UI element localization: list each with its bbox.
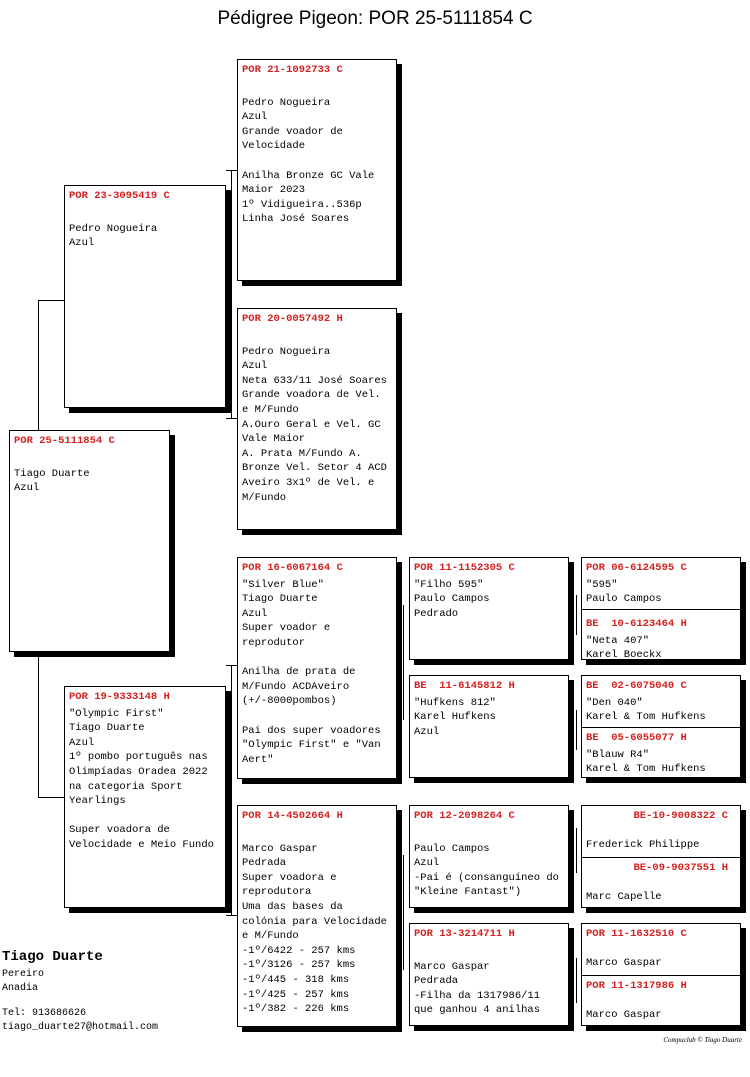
pigeon-pair-card [581, 557, 741, 660]
pigeon-card-subject [9, 430, 170, 652]
ring-number: POR 19-9333148 H [69, 691, 170, 703]
connector [403, 605, 404, 720]
pigeon-details: "Silver Blue" Tiago Duarte Azul Super voador e reprodutor Anilha de prata de M/Fundo ACDAveiro (+/-8000pombos) Pai dos super voadores "Olympic First" e "Van Aert" [242, 578, 381, 766]
ring-number: POR 12-2098264 C [414, 810, 515, 822]
pigeon-details: Pedro Nogueira Azul Neta 633/11 José Soares Grande voadora de Vel. e M/Fundo A.Ouro Geral e Vel. GC Vale Maior A. Prata M/Fundo A. Bronze Vel. Setor 4 ACD Aveiro 3x1º de Vel. e M/Fundo [242, 345, 387, 504]
owner-address-line: Anadia [2, 983, 39, 994]
ring-number: POR 13-3214711 H [414, 928, 515, 940]
pigeon-details: "595" Paulo Campos [586, 578, 662, 606]
pigeon-details: Pedro Nogueira Azul Grande voador de Velocidade Anilha Bronze GC Vale Maior 2023 1º Vidigueira..536p Linha José Soares [242, 96, 375, 226]
pigeon-details: Frederick Philippe [586, 838, 700, 851]
owner-email: tiago_duarte27@hotmail.com [2, 1022, 159, 1033]
pigeon-card-dam-dam [237, 805, 397, 1027]
ring-number: POR 06-6124595 C [586, 562, 687, 574]
pigeon-card-sire [64, 185, 226, 408]
divider [582, 857, 740, 858]
divider [582, 609, 740, 610]
pigeon-card-sire-dam [237, 308, 397, 530]
pigeon-details: "Olympic First" Tiago Duarte Azul 1º pombo português nas Olimpíadas Oradea 2022 na categoria Sport Yearlings Super voadora de Velocidade e Meio Fundo [69, 707, 214, 851]
pigeon-details: Marc Capelle [586, 890, 662, 903]
divider [582, 975, 740, 976]
page-title: Pédigree Pigeon: POR 25-5111854 C [217, 8, 533, 29]
connector [576, 710, 577, 750]
owner-address-line: Pereiro [2, 968, 45, 980]
pigeon-card-sire-sire [237, 59, 397, 281]
pigeon-details: Paulo Campos Azul -Pai é (consanguíneo do "Kleine Fantast") [414, 842, 559, 899]
pigeon-details: "Neta 407" Karel Boeckx [586, 634, 662, 660]
ring-number: BE 02-6075040 C [586, 680, 687, 692]
pigeon-details: Pedro Nogueira Azul [69, 222, 158, 250]
connector [231, 665, 232, 915]
owner-name: Tiago Duarte [2, 949, 103, 965]
credit-text: Compuclub © Tiago Duarte [663, 1036, 742, 1044]
pigeon-details: Marco Gaspar Pedrada Super voadora e reprodutora Uma das bases da colónia para Velocidade e M/Fundo -1º/6422 - 257 kms -1º/3126 - 257 kms -1º/445 - 318 kms -1º/425 - 257 kms -1º/382 - 226 kms [242, 842, 387, 1016]
ring-number: POR 11-1632510 C [586, 928, 687, 940]
pigeon-details: Marco Gaspar [586, 1008, 662, 1021]
connector [231, 170, 232, 418]
ring-number: POR 25-5111854 C [14, 435, 115, 447]
ring-number: BE 10-6123464 H [586, 618, 687, 630]
pigeon-pair-card [581, 923, 741, 1026]
pigeon-details: "Den 040" Karel & Tom Hufkens [586, 696, 706, 724]
pigeon-details: Tiago Duarte Azul [14, 467, 90, 495]
connector [38, 657, 39, 797]
pigeon-details: "Blauw R4" Karel & Tom Hufkens [586, 748, 706, 776]
ring-number: BE 05-6055077 H [586, 732, 687, 744]
owner-phone: Tel: 913686626 [2, 1007, 87, 1019]
connector [403, 855, 404, 970]
pigeon-details: "Filho 595" Paulo Campos Pedrado [414, 578, 490, 620]
connector [576, 958, 577, 1003]
pigeon-card-dam-dam-sire [409, 805, 569, 908]
ring-number: BE-09-9037551 H [633, 862, 728, 874]
connector [38, 797, 64, 798]
ring-number: POR 20-0057492 H [242, 313, 343, 325]
connector [38, 300, 64, 301]
connector [226, 418, 237, 419]
pigeon-pair-card [581, 675, 741, 778]
ring-number: POR 11-1317986 H [586, 980, 687, 992]
ring-number: POR 16-6067164 C [242, 562, 343, 574]
ring-number: POR 23-3095419 C [69, 190, 170, 202]
pigeon-card-dam-dam-dam [409, 923, 569, 1026]
pigeon-card-dam-sire-sire [409, 557, 569, 660]
connector [576, 828, 577, 873]
pigeon-card-dam-sire [237, 557, 397, 779]
ring-number: BE 11-6145812 H [414, 680, 515, 692]
connector [226, 170, 237, 171]
pigeon-details: Marco Gaspar Pedrada -Filha da 1317986/11 que ganhou 4 anilhas [414, 960, 541, 1017]
pigeon-details: "Hufkens 812" Karel Hufkens Azul [414, 696, 496, 738]
connector [38, 300, 39, 430]
ring-number: POR 21-1092733 C [242, 64, 343, 76]
ring-number: POR 11-1152305 C [414, 562, 515, 574]
connector [226, 915, 237, 916]
ring-number: POR 14-4502664 H [242, 810, 343, 822]
owner-info [2, 950, 158, 1036]
connector [576, 595, 577, 635]
pigeon-details: Marco Gaspar [586, 956, 662, 969]
connector [226, 665, 237, 666]
pigeon-pair-card [581, 805, 741, 908]
ring-number: BE-10-9008322 C [633, 810, 728, 822]
pigeon-card-dam [64, 686, 226, 908]
pigeon-card-dam-sire-dam [409, 675, 569, 778]
divider [582, 727, 740, 728]
